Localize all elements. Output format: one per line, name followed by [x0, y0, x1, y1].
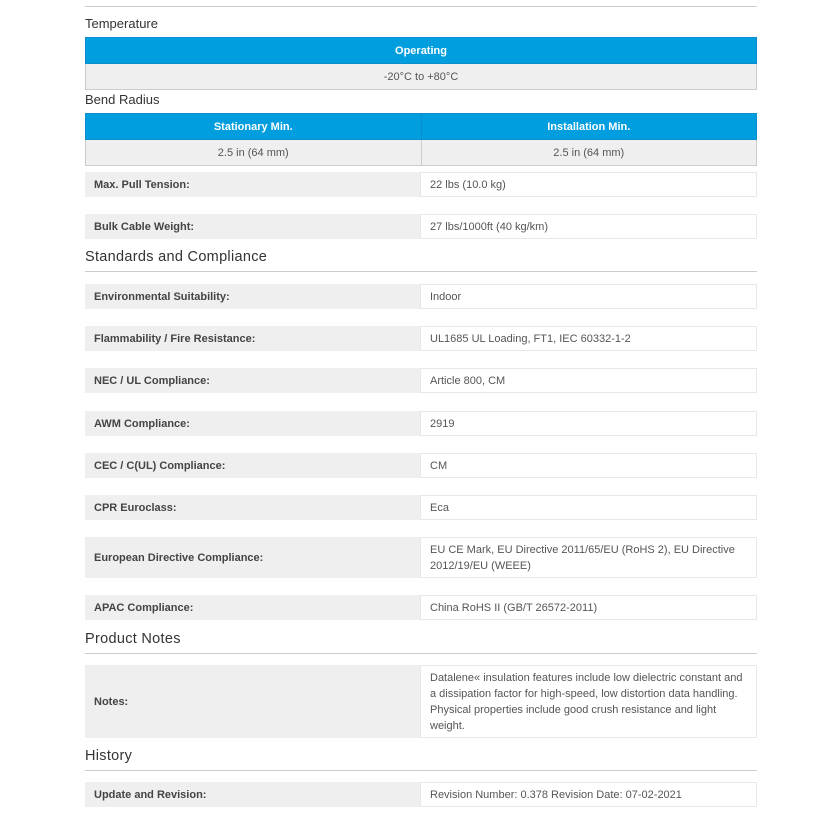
spec-label: Flammability / Fire Resistance:	[85, 326, 420, 351]
spec-label: CEC / C(UL) Compliance:	[85, 453, 420, 478]
spec-row	[85, 411, 757, 436]
stationary-value: 2.5 in (64 mm)	[86, 140, 422, 166]
temperature-table	[85, 37, 757, 90]
top-divider	[85, 6, 757, 7]
bend-radius-title: Bend Radius	[85, 92, 160, 107]
operating-header: Operating	[86, 38, 757, 64]
spec-label: AWM Compliance:	[85, 411, 420, 436]
bend-radius-table	[85, 113, 757, 166]
operating-value: -20°C to +80°C	[86, 64, 757, 90]
spec-row	[85, 368, 757, 393]
temperature-title: Temperature	[85, 16, 158, 31]
spec-value: CM	[420, 453, 757, 478]
spec-value: Indoor	[420, 284, 757, 309]
spec-value: 27 lbs/1000ft (40 kg/km)	[420, 214, 757, 239]
spec-value: UL1685 UL Loading, FT1, IEC 60332-1-2	[420, 326, 757, 351]
spec-label: NEC / UL Compliance:	[85, 368, 420, 393]
standards-title: Standards and Compliance	[85, 247, 757, 272]
spec-label: CPR Euroclass:	[85, 495, 420, 520]
stationary-header: Stationary Min.	[86, 114, 422, 140]
installation-value: 2.5 in (64 mm)	[421, 140, 757, 166]
history-title: History	[85, 746, 757, 771]
spec-row	[85, 284, 757, 309]
spec-value: Eca	[420, 495, 757, 520]
spec-label: Environmental Suitability:	[85, 284, 420, 309]
history-value: Revision Number: 0.378 Revision Date: 07-02-2021	[420, 782, 757, 807]
history-row	[85, 782, 757, 807]
spec-label: Bulk Cable Weight:	[85, 214, 420, 239]
spec-value: China RoHS II (GB/T 26572-2011)	[420, 595, 757, 620]
spec-label: European Directive Compliance:	[85, 537, 420, 578]
spec-row	[85, 214, 757, 239]
spec-value: 2919	[420, 411, 757, 436]
spec-label: Max. Pull Tension:	[85, 172, 420, 197]
notes-label: Notes:	[85, 665, 420, 738]
notes-row	[85, 665, 757, 738]
spec-value: 22 lbs (10.0 kg)	[420, 172, 757, 197]
history-label: Update and Revision:	[85, 782, 420, 807]
spec-value: EU CE Mark, EU Directive 2011/65/EU (RoHS 2), EU Directive 2012/19/EU (WEEE)	[420, 537, 757, 578]
spec-value: Article 800, CM	[420, 368, 757, 393]
notes-value: Datalene« insulation features include low dielectric constant and a dissipation factor for high-speed, low distortion data handling. Physical properties include good crush resistance and light weight.	[420, 665, 757, 738]
spec-row	[85, 537, 757, 578]
spec-row	[85, 172, 757, 197]
spec-row	[85, 326, 757, 351]
spec-row	[85, 495, 757, 520]
spec-row	[85, 595, 757, 620]
spec-label: APAC Compliance:	[85, 595, 420, 620]
spec-row	[85, 453, 757, 478]
product-notes-title: Product Notes	[85, 629, 757, 654]
installation-header: Installation Min.	[421, 114, 757, 140]
